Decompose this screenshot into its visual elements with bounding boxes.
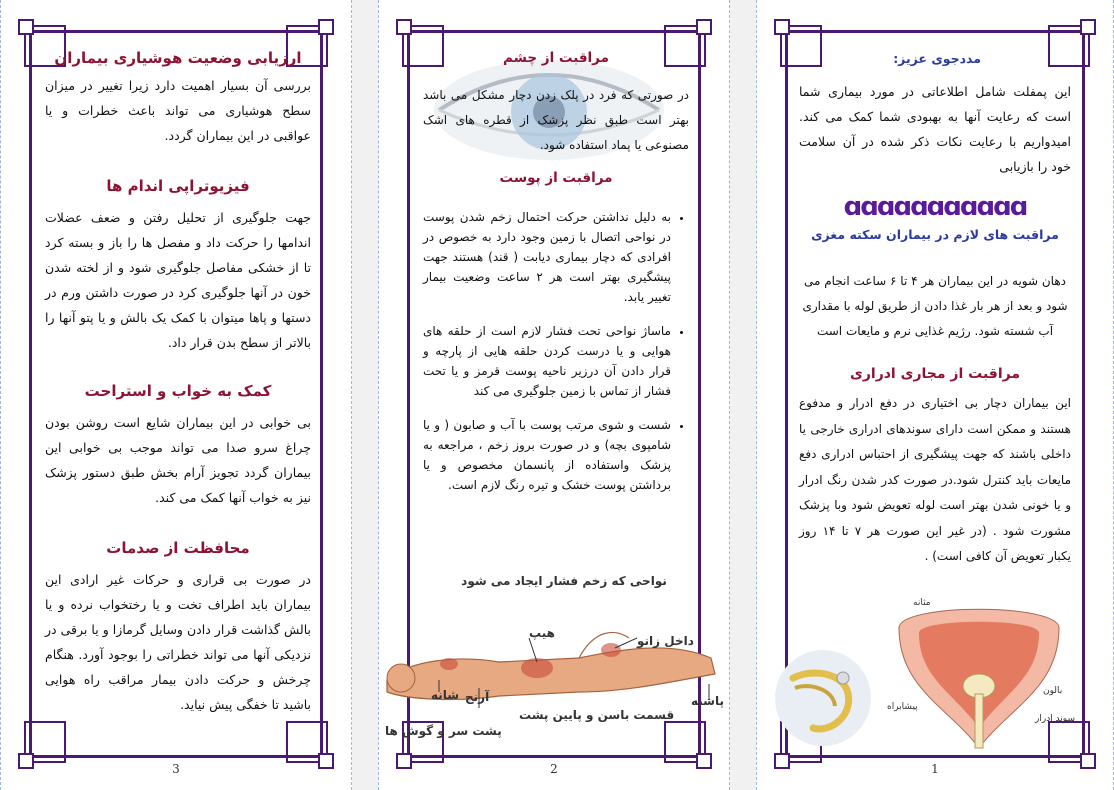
eye-text: در صورتی که فرد در پلک زدن دچار مشکل می باشد بهتر است طبق نظر پزشک از قطره های اشک مصنوعی یا پماد استفاده شود. <box>423 88 689 152</box>
label-hip: هیپ <box>529 626 555 640</box>
urinary-title: مراقبت از مجاری ادراری <box>850 366 1020 382</box>
sleep-title: کمک به خواب و استراحت <box>84 382 272 400</box>
urinary-text: این بیماران دچار بی اختیاری در دفع ادرار و مدفوع هستند و ممکن است دارای سوندهای ادراری خارجی یا داخلی باشند که جهت پیشگیری از احتباس ادراری دفع مایعات باید کنترل شود.در صورت کدر شدن رنگ ادرار و یا خونی شدن بهتر است لوله تعویض شود وبا پزشک مشورت شود . (در غیر این صورت هر ۷ تا ۱۴ روز یکبار تعویض آن کافی است) . <box>799 396 1072 563</box>
figure-title: نواحی که زخم فشار ایجاد می شود <box>461 574 667 588</box>
label-balloon: بالون <box>1043 686 1063 696</box>
label-urethra: پیشابراه <box>887 702 918 712</box>
label-heel: پاشنه <box>691 694 724 708</box>
catheter-image <box>773 648 873 748</box>
ornament-row: ɑɑɑɑɑɑɑɑɑɑɑ <box>843 192 1027 222</box>
skin-list <box>423 207 689 495</box>
label-catheter: سوند ادرار <box>1035 714 1075 724</box>
panel-3 <box>0 0 352 790</box>
label-bladder: مثانه <box>913 598 931 608</box>
list-item: • شست و شوی مرتب پوست با آب و صابون ( و یا شامپوی بچه) و در صورت بروز زخم ، مراجعه به پزشک واستفاده از پانسمان مخصوص و یا برداشتن پوست خشک و تیره رنگ لازم است. <box>423 415 671 495</box>
skin-title: مراقبت از پوست <box>499 170 613 186</box>
list-item: • به دلیل نداشتن حرکت احتمال زخم شدن پوست در نواحی اتصال با زمین وجود دارد به خصوص در افرادی که دچار بیماری دیابت ( قند) هستند جهت پیشگیری بهتر است هر ۲ ساعت وضعیت بیمار تغییر یابد. <box>423 207 671 307</box>
label-inner-knee: داخل زانو <box>637 634 694 648</box>
physio-text: جهت جلوگیری از تحلیل رفتن و ضعف عضلات اندامها را حرکت داد و مفصل ها را باز و بسته کرد تا از خشکی مفاصل جلوگیری شود و از لخته شدن خون در آنها جلوگیری کرد در صورت داشتن ورم در دستها و پاها میتوان با کمک یک بالش و یا پتو آنها را بالاتر از سطح بدن قرار داد. <box>45 210 311 350</box>
page-number: 3 <box>172 762 180 776</box>
corner-ornament <box>286 721 328 763</box>
panel-2 <box>378 0 730 790</box>
subtitle: مراقبت های لازم در بیماران سکته مغزی <box>811 227 1059 242</box>
intro-text: این پمفلت شامل اطلاعاتی در مورد بیماری شما است که رعایت آنها به بهبودی شما کمک می کند. امیدواریم با رعایت نکات ذکر شده در آن سلامت خود را بازیابی <box>799 84 1071 174</box>
physio-title: فیزیوتراپی اندام ها <box>106 177 250 195</box>
mouth-care-text: دهان شویه در این بیماران هر ۴ تا ۶ ساعت انجام می شود و بعد از هر بار غذا دادن از طریق لوله با مقداری آب شسته شود. رژیم غذایی نرم و مایعات است <box>802 274 1068 338</box>
injury-title: محافظت از صدمات <box>106 539 250 557</box>
bladder-image <box>889 598 1069 750</box>
eye-title: مراقبت از چشم <box>503 50 609 66</box>
label-shoulder: شانه <box>431 688 460 702</box>
label-lower-back: قسمت باسن و پایین پشت <box>519 708 675 722</box>
panel-1 <box>756 0 1114 790</box>
greeting: مددجوی عزیز: <box>893 51 981 66</box>
page-number: 2 <box>550 762 558 776</box>
consciousness-text: بررسی آن بسیار اهمیت دارد زیرا تغییر در میزان سطح هوشیاری می تواند باعث خطرات و یا عواقبی در این بیماران گردد. <box>45 78 311 143</box>
page-number: 1 <box>931 762 939 776</box>
consciousness-title: ارزیابی وضعیت هوشیاری بیماران <box>54 49 302 67</box>
label-upper-back: پشت سر و گوش ها <box>385 724 502 738</box>
sleep-text: بی خوابی در این بیماران شایع است روشن بودن چراغ سرو صدا می تواند موجب بی خوابی این بیماران گردد تجویز آرام بخش طبق دستور پزشک نیز به خواب آنها کمک می کند. <box>45 415 311 505</box>
list-item: • ماساژ نواحی تحت فشار لازم است از حلقه های هوایی و یا درست کردن حلقه هایی از پارچه و قرار دادن آن درزیر ناحیه پوست قرمز و یا تحت فشار از تماس با زمین جلوگیری می کند <box>423 321 671 401</box>
label-elbow: آرنج <box>465 690 490 704</box>
corner-ornament <box>24 721 66 763</box>
injury-text: در صورت بی قراری و حرکات غیر ارادی این بیماران باید اطراف تخت و یا رختخواب نرده و یا بالش گذاشت قرار دادن وسایل گرمازا و یا برقی در نزدیکی آنها می تواند خطراتی را بوجود آورد. هنگام چرخش و حرکت دادن بیمار مراقب راه هوایی باشید تا خفگی پیش نیاید. <box>45 572 311 712</box>
